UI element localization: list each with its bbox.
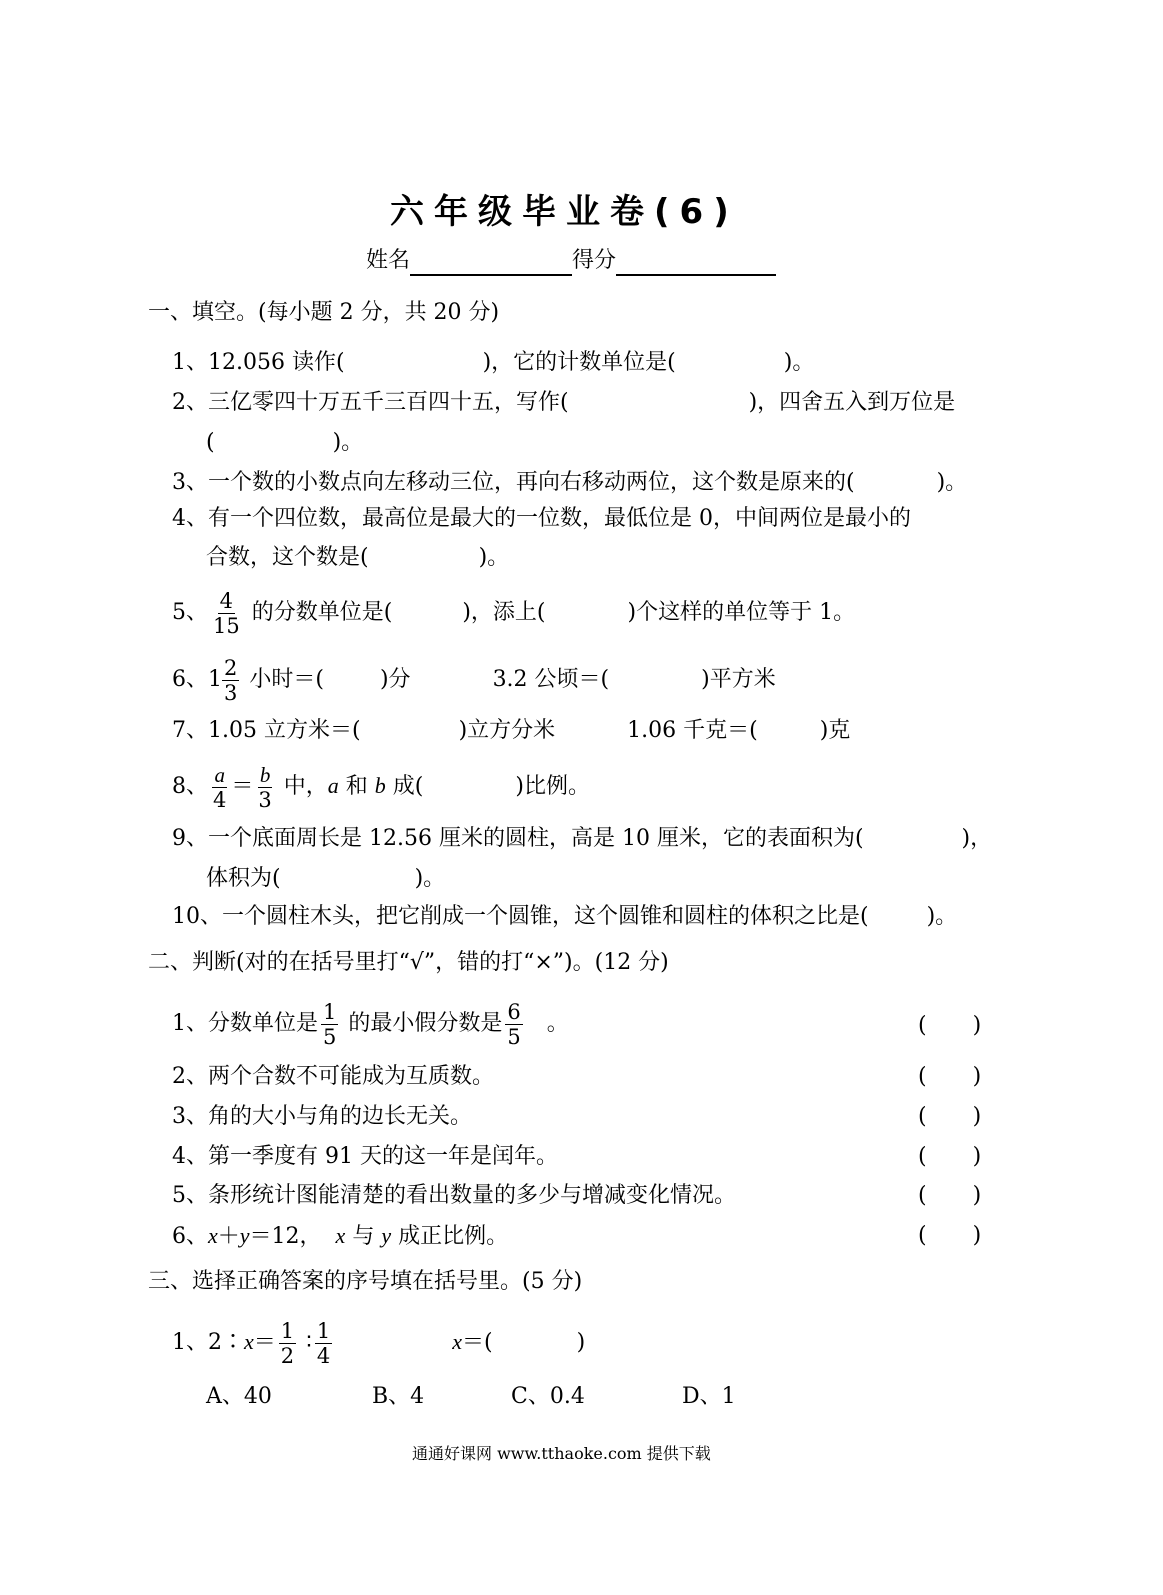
- fraction-numerator: [212, 763, 227, 788]
- s2-q6-pre: 6、: [172, 1224, 208, 1249]
- option-a[interactable]: A、40: [206, 1384, 272, 1409]
- s3-q1-answer-close: ): [576, 1330, 586, 1355]
- s1-q2-text-c: (: [206, 430, 215, 455]
- bracket-open: (: [918, 1013, 927, 1038]
- s1-q4-line2: [206, 543, 509, 573]
- variable-x: x: [335, 1223, 346, 1248]
- fraction-numerator: 4: [219, 588, 234, 613]
- s1-q6-text-b: )分: [379, 667, 411, 692]
- page-title: 六年级毕业卷(6): [390, 192, 739, 232]
- fraction-denominator: 3: [258, 787, 272, 812]
- ratio-colon: ∶: [306, 1330, 312, 1355]
- name-label: 姓名: [366, 248, 411, 273]
- fraction-1-5: [321, 1000, 338, 1049]
- variable-y: y: [239, 1223, 250, 1248]
- fraction-1-2: [279, 1319, 296, 1368]
- name-blank[interactable]: [410, 248, 572, 276]
- bracket-close: ): [972, 1104, 982, 1129]
- fraction-denominator: 3: [224, 680, 238, 705]
- s1-q8-text-mid: 和: [345, 774, 368, 799]
- bracket-open: (: [918, 1104, 927, 1129]
- bracket-open: (: [918, 1183, 927, 1208]
- fraction-numerator: [258, 763, 273, 788]
- s1-q9-line1: [172, 824, 992, 854]
- fraction-denominator: 2: [280, 1343, 295, 1368]
- s1-q3-text-b: )。: [936, 470, 968, 495]
- s1-q4-text-c: )。: [478, 545, 510, 570]
- fraction-1-4: [315, 1319, 332, 1368]
- variable-x: x: [208, 1223, 218, 1248]
- fraction-b-3: [256, 763, 273, 812]
- variable-x: x: [244, 1329, 254, 1354]
- s1-q10-text-a: 10、一个圆柱木头，把它削成一个圆锥，这个圆锥和圆柱的体积之比是(: [172, 904, 869, 929]
- bracket-close: ): [972, 1223, 982, 1248]
- bracket-open: (: [918, 1064, 927, 1089]
- fraction-numerator: 1: [316, 1318, 331, 1343]
- bracket-close: ): [972, 1013, 982, 1038]
- s1-q7-text-b: )立方分米: [458, 718, 556, 743]
- s1-q9-text-d: )。: [414, 866, 446, 891]
- s1-q6-text-a: 小时＝(: [249, 667, 324, 692]
- s2-q6-mid: 与: [352, 1224, 375, 1249]
- s1-q8-text-c: )比例。: [515, 774, 590, 799]
- s1-q7-text-a: 7、1.05 立方米＝(: [172, 718, 361, 743]
- fraction-denominator: 5: [323, 1024, 337, 1049]
- s1-q2-text-a: 2、三亿零四十万五千三百四十五，写作(: [172, 390, 569, 415]
- s1-q7-text-d: )克: [819, 718, 851, 743]
- s2-q5: 5、条形统计图能清楚的看出数量的多少与增减变化情况。: [172, 1183, 736, 1208]
- name-score-row: [366, 246, 776, 276]
- option-b[interactable]: B、4: [372, 1384, 425, 1409]
- fraction-numerator: 1: [323, 999, 337, 1024]
- s3-q1: [172, 1316, 585, 1369]
- s1-q6: [172, 654, 776, 706]
- s1-q8-text-b: 成(: [392, 774, 424, 799]
- s1-q3-text-a: 3、一个数的小数点向左移动三位，再向右移动两位，这个数是原来的(: [172, 470, 855, 495]
- judgement-bracket[interactable]: [918, 1102, 981, 1132]
- s2-q6: [172, 1221, 508, 1252]
- fraction-denominator: 4: [213, 787, 227, 812]
- fraction-numerator: 2: [224, 655, 238, 680]
- s1-q6-pre: 6、1: [172, 667, 222, 692]
- variable-a: a: [327, 773, 339, 798]
- s2-q1-text-a: 1、分数单位是: [172, 1011, 318, 1036]
- s1-q5-text-c: )个这样的单位等于 1。: [627, 600, 856, 625]
- s1-q5-text-a: 的分数单位是(: [251, 600, 393, 625]
- bracket-open: (: [918, 1223, 927, 1248]
- bracket-close: ): [972, 1183, 982, 1208]
- s1-q3: [172, 468, 967, 498]
- plus-sign: ＋: [217, 1224, 240, 1249]
- fraction-denominator: 15: [213, 613, 240, 638]
- s2-q2: 2、两个合数不可能成为互质数。: [172, 1064, 494, 1089]
- s1-q1-text-a: 1、12.056 读作(: [172, 350, 345, 375]
- judgement-bracket[interactable]: [918, 1181, 981, 1211]
- s1-q8: [172, 760, 590, 813]
- option-c[interactable]: C、0.4: [511, 1384, 585, 1409]
- s1-q9-text-a: 9、一个底面周长是 12.56 厘米的圆柱，高是 10 厘米，它的表面积为(: [172, 826, 864, 851]
- s1-q1: [172, 348, 814, 378]
- s1-q5-pre: 5、: [172, 600, 208, 625]
- section-1-heading: 一、填空。(每小题 2 分，共 20 分): [148, 300, 500, 325]
- s2-q4: 4、第一季度有 91 天的这一年是闰年。: [172, 1144, 558, 1169]
- s1-q6-text-c: 3.2 公顷＝(: [492, 667, 610, 692]
- option-d[interactable]: D、1: [682, 1384, 736, 1409]
- s1-q6-text-d: )平方米: [701, 667, 776, 692]
- fraction-2-3: [222, 656, 239, 705]
- s1-q7: [172, 716, 850, 746]
- s2-q1-text-b: 的最小假分数是: [348, 1011, 503, 1036]
- s2-q6-eq: ＝12，: [249, 1224, 322, 1249]
- fraction-denominator: 4: [316, 1343, 331, 1368]
- s1-q2-line2: [206, 428, 363, 458]
- variable-b: b: [374, 773, 386, 798]
- s1-q9-line2: [206, 864, 445, 894]
- judgement-bracket[interactable]: [918, 1142, 981, 1172]
- fraction-a-4: [211, 763, 228, 812]
- footer-source: 通通好课网 www.tthaoke.com 提供下载: [412, 1444, 711, 1463]
- equals-sign: ＝: [231, 774, 254, 799]
- equals-sign: ＝: [253, 1330, 276, 1355]
- s1-q8-pre: 8、: [172, 774, 208, 799]
- fraction-4-15: [211, 589, 242, 638]
- s1-q2-line1: [172, 388, 955, 418]
- bracket-close: ): [972, 1064, 982, 1089]
- s1-q7-text-c: 1.06 千克＝(: [627, 718, 758, 743]
- s1-q1-text-b: )，它的计数单位是(: [482, 350, 676, 375]
- score-label: 得分: [572, 248, 617, 273]
- s1-q10: [172, 902, 957, 932]
- s2-q3: 3、角的大小与角的边长无关。: [172, 1104, 472, 1129]
- fraction-numerator: 6: [507, 999, 521, 1024]
- score-blank[interactable]: [616, 248, 776, 276]
- fraction-denominator: 5: [507, 1024, 521, 1049]
- s1-q4-line1: 4、有一个四位数，最高位是最大的一位数，最低位是 0，中间两位是最小的: [172, 506, 911, 531]
- s2-q1-text-c: 。: [546, 1011, 569, 1036]
- s3-q1-pre: 1、2∶: [172, 1330, 244, 1355]
- bracket-close: ): [972, 1144, 982, 1169]
- variable-a: a: [214, 762, 225, 787]
- s1-q1-text-c: )。: [783, 350, 815, 375]
- section-2-heading: 二、判断(对的在括号里打“√”，错的打“×”)。(12 分): [148, 950, 669, 975]
- s1-q2-text-b: )，四舍五入到万位是: [748, 390, 956, 415]
- variable-y: y: [381, 1223, 392, 1248]
- s1-q5: [172, 587, 855, 639]
- s2-q1: [172, 998, 569, 1050]
- section-3-heading: 三、选择正确答案的序号填在括号里。(5 分): [148, 1269, 583, 1294]
- s1-q9-text-b: )，: [961, 826, 993, 851]
- judgement-bracket[interactable]: [918, 1221, 981, 1251]
- s1-q4-text-b: 合数，这个数是(: [206, 545, 369, 570]
- bracket-open: (: [918, 1144, 927, 1169]
- judgement-bracket[interactable]: [918, 1062, 981, 1092]
- judgement-bracket[interactable]: [918, 1011, 981, 1041]
- s3-q1-answer-open: ＝(: [462, 1330, 493, 1355]
- variable-b: b: [259, 762, 271, 787]
- fraction-6-5: [505, 1000, 522, 1049]
- s1-q8-text-a: 中，: [283, 774, 328, 799]
- s1-q5-text-b: )，添上(: [462, 600, 546, 625]
- s2-q6-post: 成正比例。: [398, 1224, 509, 1249]
- s1-q9-text-c: 体积为(: [206, 866, 281, 891]
- s1-q10-text-b: )。: [926, 904, 958, 929]
- variable-x: x: [452, 1329, 463, 1354]
- fraction-numerator: 1: [280, 1318, 295, 1343]
- s1-q2-text-d: )。: [332, 430, 364, 455]
